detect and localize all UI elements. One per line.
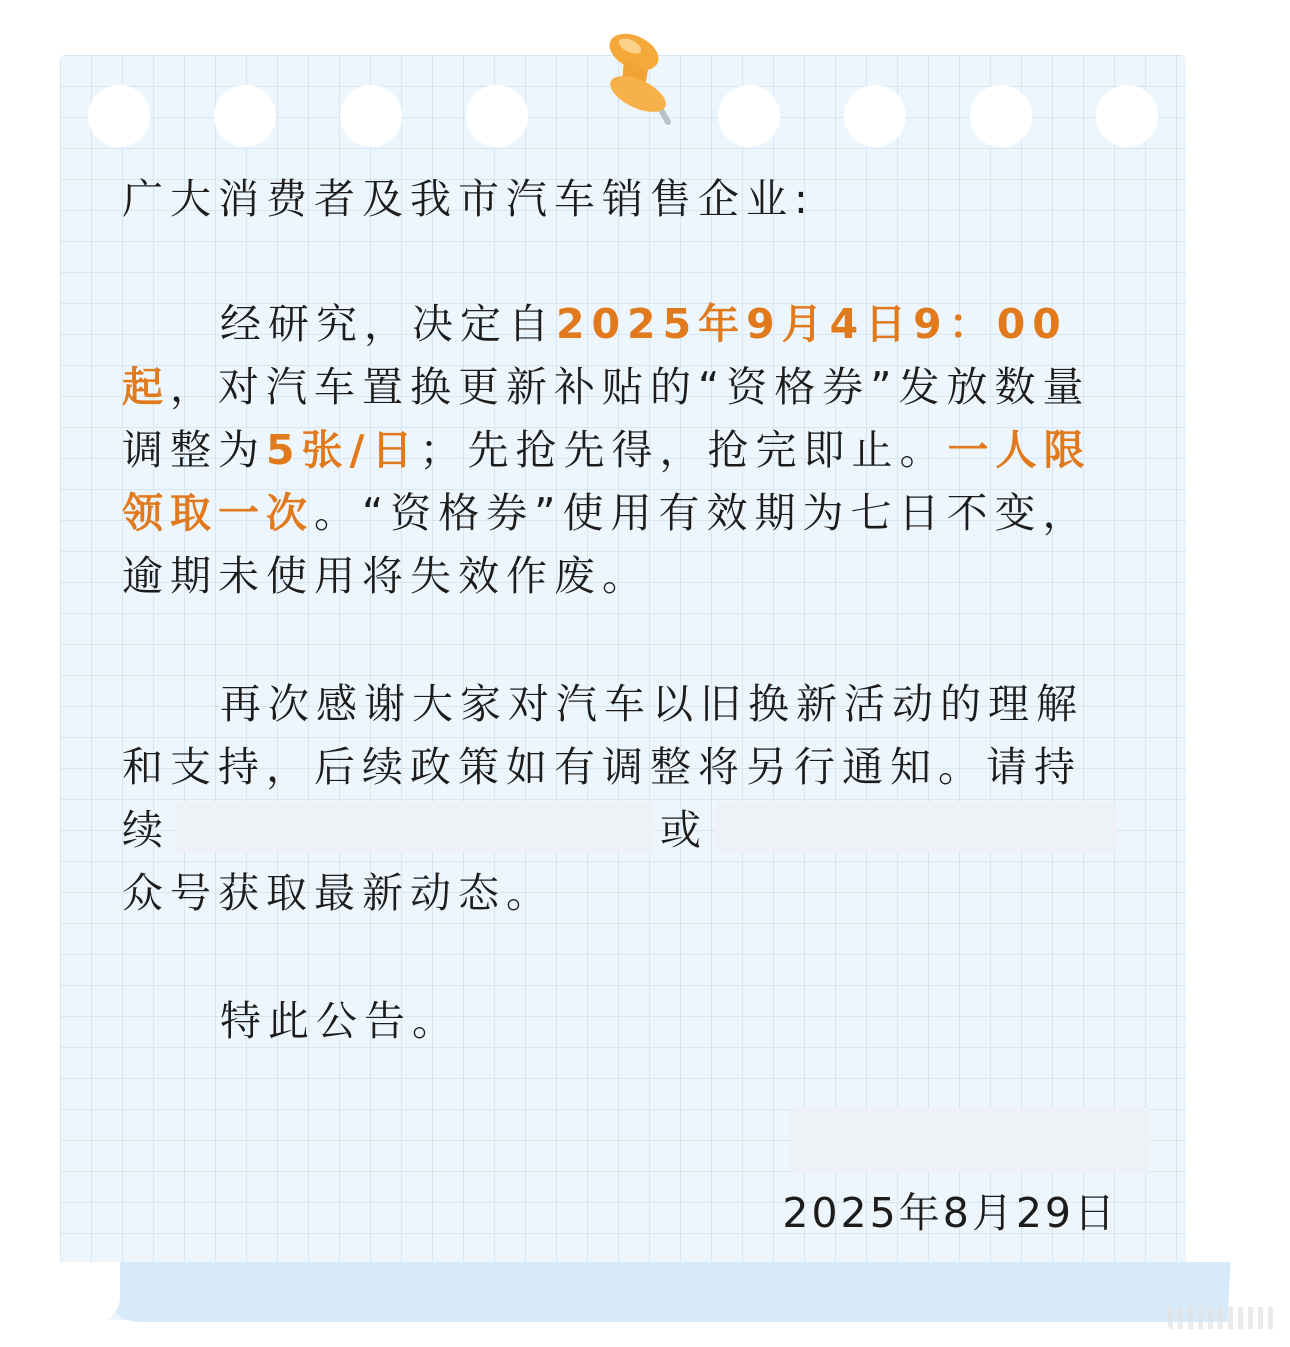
- redacted-block: [716, 802, 1116, 852]
- p1-text: 经研究，决定自: [220, 300, 556, 348]
- binder-hole: [214, 85, 276, 147]
- binder-hole: [466, 85, 528, 147]
- notice-date: 2025年8月29日: [782, 1189, 1118, 1237]
- binder-hole: [340, 85, 402, 147]
- p2-text: 续: [122, 806, 170, 854]
- salutation: 广大消费者及我市汽车销售企业:: [122, 175, 815, 223]
- p1-text: 。“资格券”使用有效期为七日不变，逾期未使用将失效作废。: [122, 489, 1091, 600]
- quota-highlight: 5张/日: [266, 426, 420, 474]
- closing: 特此公告。: [220, 997, 460, 1045]
- start-time-highlight: 2025年9月4日9：00起: [122, 300, 1068, 411]
- paper-curl: [103, 1262, 1230, 1322]
- binder-hole: [718, 85, 780, 147]
- p1-text: ；先抢先得，抢完即止。: [419, 426, 948, 474]
- paper-fold: [60, 1262, 120, 1322]
- binder-hole: [844, 85, 906, 147]
- p1-text: ，对汽车置换更新补贴的“资格券”发放数量调整为: [122, 363, 1091, 474]
- redacted-issuer: [790, 1108, 1150, 1172]
- p2-text: 或: [660, 806, 708, 854]
- pushpin-icon: [600, 22, 690, 132]
- paragraph-thanks-line3: 众号获取最新动态。: [122, 869, 554, 917]
- binder-hole: [970, 85, 1032, 147]
- binder-hole: [1096, 85, 1158, 147]
- binder-hole: [88, 85, 150, 147]
- watermark: [1168, 1307, 1278, 1329]
- limit-highlight: 一人限领取一次: [122, 426, 1092, 537]
- paragraph-thanks: 再次感谢大家对汽车以旧换新活动的理解和支持，后续政策如有调整将另行通知。请持: [122, 680, 1084, 791]
- redacted-block: [176, 802, 654, 852]
- paragraph-adjustment: [122, 293, 1122, 608]
